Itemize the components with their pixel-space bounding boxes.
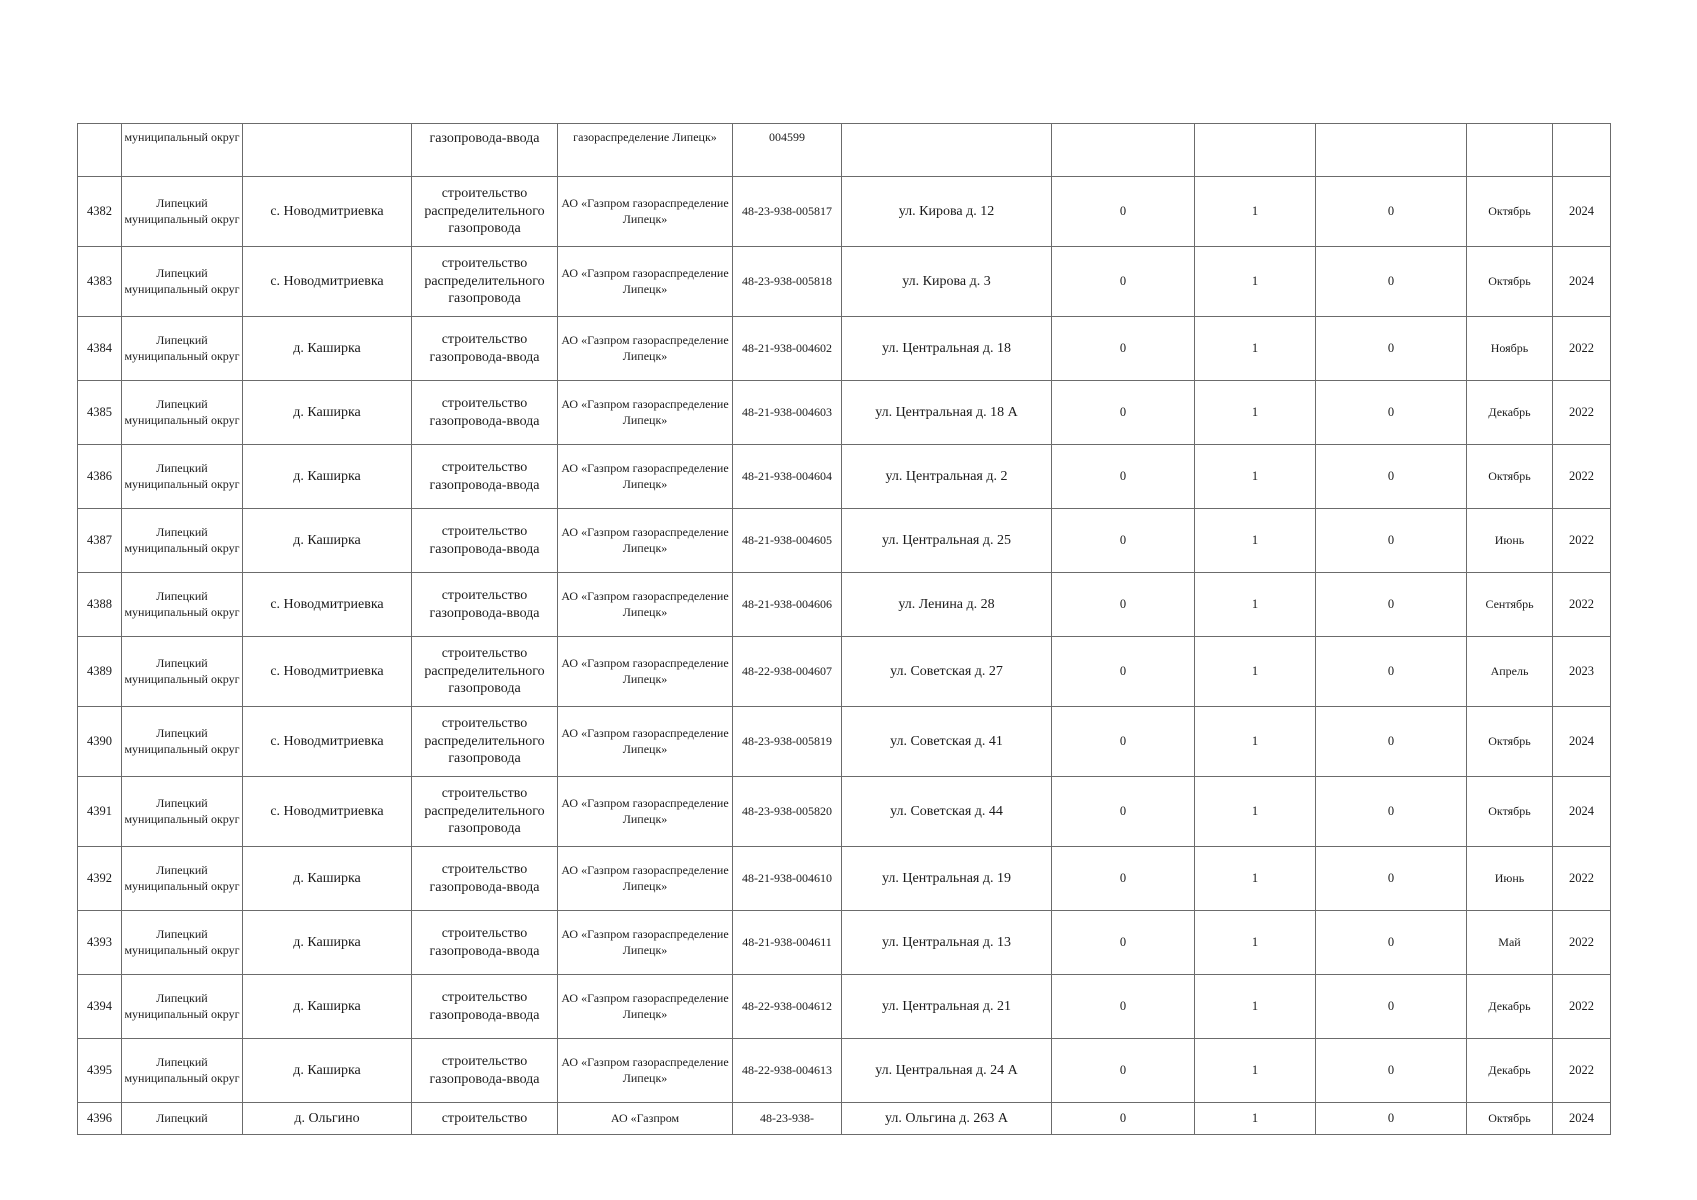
count-cell-2: 1 [1195,381,1316,445]
count-cell-2: 1 [1195,509,1316,573]
work-type-cell: строительство распределительного газопровода [412,177,558,247]
table-row [78,847,1611,911]
district-cell: Липецкий муниципальный округ [122,707,243,777]
count-cell-1: 0 [1052,177,1195,247]
district-cell: Липецкий муниципальный округ [122,509,243,573]
row-number-cell: 4385 [78,381,122,445]
district-cell: Липецкий муниципальный округ [122,445,243,509]
district-cell: Липецкий муниципальный округ [122,975,243,1039]
district-cell: Липецкий муниципальный округ [122,573,243,637]
organization-cell: АО «Газпром газораспределение Липецк» [558,509,733,573]
row-number-cell [78,124,122,177]
count-cell-3: 0 [1316,381,1467,445]
district-cell: Липецкий [122,1103,243,1135]
table-row [78,177,1611,247]
count-cell-3: 0 [1316,911,1467,975]
organization-cell: АО «Газпром газораспределение Липецк» [558,317,733,381]
settlement-cell: с. Новодмитриевка [243,573,412,637]
settlement-cell: д. Каширка [243,509,412,573]
count-cell-2: 1 [1195,177,1316,247]
address-cell: ул. Центральная д. 21 [842,975,1052,1039]
organization-cell: АО «Газпром газораспределение Липецк» [558,445,733,509]
count-cell-2: 1 [1195,247,1316,317]
year-cell: 2022 [1553,317,1611,381]
settlement-cell: д. Каширка [243,1039,412,1103]
year-cell: 2022 [1553,1039,1611,1103]
count-cell-1 [1052,124,1195,177]
address-cell: ул. Кирова д. 3 [842,247,1052,317]
year-cell: 2023 [1553,637,1611,707]
count-cell-1: 0 [1052,1103,1195,1135]
work-type-cell: газопровода-ввода [412,124,558,177]
count-cell-3: 0 [1316,1103,1467,1135]
address-cell: ул. Ольгина д. 263 А [842,1103,1052,1135]
code-cell: 48-21-938-004611 [733,911,842,975]
settlement-cell: д. Каширка [243,911,412,975]
address-cell: ул. Центральная д. 25 [842,509,1052,573]
row-number-cell: 4390 [78,707,122,777]
settlement-cell: с. Новодмитриевка [243,637,412,707]
address-cell: ул. Центральная д. 19 [842,847,1052,911]
row-number-cell: 4392 [78,847,122,911]
table-row [78,911,1611,975]
address-cell: ул. Советская д. 44 [842,777,1052,847]
district-cell: Липецкий муниципальный округ [122,911,243,975]
code-cell: 48-23-938-005819 [733,707,842,777]
row-number-cell: 4391 [78,777,122,847]
count-cell-2: 1 [1195,707,1316,777]
code-cell: 48-21-938-004603 [733,381,842,445]
count-cell-2: 1 [1195,1039,1316,1103]
settlement-cell [243,124,412,177]
organization-cell: газораспределение Липецк» [558,124,733,177]
code-cell: 48-21-938-004602 [733,317,842,381]
address-cell: ул. Центральная д. 18 А [842,381,1052,445]
address-cell: ул. Ленина д. 28 [842,573,1052,637]
row-number-cell: 4396 [78,1103,122,1135]
table-row [78,1039,1611,1103]
count-cell-3: 0 [1316,637,1467,707]
code-cell: 004599 [733,124,842,177]
month-cell: Ноябрь [1467,317,1553,381]
code-cell: 48-22-938-004613 [733,1039,842,1103]
work-type-cell: строительство газопровода-ввода [412,445,558,509]
count-cell-3: 0 [1316,975,1467,1039]
count-cell-1: 0 [1052,777,1195,847]
table-row [78,707,1611,777]
table-row [78,509,1611,573]
month-cell: Июнь [1467,509,1553,573]
year-cell: 2022 [1553,445,1611,509]
work-type-cell: строительство газопровода-ввода [412,847,558,911]
count-cell-1: 0 [1052,317,1195,381]
count-cell-3: 0 [1316,445,1467,509]
year-cell: 2024 [1553,247,1611,317]
month-cell: Октябрь [1467,177,1553,247]
month-cell [1467,124,1553,177]
row-number-cell: 4389 [78,637,122,707]
count-cell-2: 1 [1195,317,1316,381]
settlement-cell: с. Новодмитриевка [243,247,412,317]
work-type-cell: строительство распределительного газопровода [412,707,558,777]
count-cell-3: 0 [1316,847,1467,911]
code-cell: 48-22-938-004612 [733,975,842,1039]
organization-cell: АО «Газпром газораспределение Липецк» [558,777,733,847]
count-cell-1: 0 [1052,445,1195,509]
table-row-4396 [78,1103,1611,1135]
count-cell-3: 0 [1316,317,1467,381]
settlement-cell: д. Каширка [243,317,412,381]
district-cell: Липецкий муниципальный округ [122,637,243,707]
table-row [78,637,1611,707]
address-cell: ул. Центральная д. 18 [842,317,1052,381]
month-cell: Июнь [1467,847,1553,911]
month-cell: Октябрь [1467,445,1553,509]
settlement-cell: с. Новодмитриевка [243,177,412,247]
count-cell-2 [1195,124,1316,177]
month-cell: Декабрь [1467,381,1553,445]
work-type-cell: строительство газопровода-ввода [412,975,558,1039]
year-cell: 2022 [1553,847,1611,911]
district-cell: Липецкий муниципальный округ [122,247,243,317]
count-cell-2: 1 [1195,1103,1316,1135]
count-cell-3: 0 [1316,177,1467,247]
row-number-cell: 4384 [78,317,122,381]
work-type-cell: строительство распределительного газопровода [412,777,558,847]
organization-cell: АО «Газпром газораспределение Липецк» [558,707,733,777]
work-type-cell: строительство газопровода-ввода [412,573,558,637]
address-cell: ул. Советская д. 27 [842,637,1052,707]
gasification-table [77,123,1611,1135]
month-cell: Апрель [1467,637,1553,707]
month-cell: Октябрь [1467,247,1553,317]
district-cell: Липецкий муниципальный округ [122,177,243,247]
month-cell: Май [1467,911,1553,975]
count-cell-1: 0 [1052,911,1195,975]
settlement-cell: д. Каширка [243,381,412,445]
count-cell-1: 0 [1052,509,1195,573]
year-cell: 2024 [1553,707,1611,777]
code-cell: 48-23-938-005817 [733,177,842,247]
work-type-cell: строительство распределительного газопровода [412,247,558,317]
code-cell: 48-23-938-005820 [733,777,842,847]
organization-cell: АО «Газпром газораспределение Липецк» [558,911,733,975]
settlement-cell: д. Каширка [243,847,412,911]
organization-cell: АО «Газпром газораспределение Липецк» [558,381,733,445]
month-cell: Октябрь [1467,1103,1553,1135]
code-cell: 48-23-938-005818 [733,247,842,317]
count-cell-1: 0 [1052,573,1195,637]
row-number-cell: 4394 [78,975,122,1039]
address-cell: ул. Советская д. 41 [842,707,1052,777]
table-row-continued [78,124,1611,177]
table-row [78,445,1611,509]
count-cell-3: 0 [1316,247,1467,317]
organization-cell: АО «Газпром газораспределение Липецк» [558,1039,733,1103]
year-cell: 2024 [1553,1103,1611,1135]
address-cell [842,124,1052,177]
count-cell-1: 0 [1052,1039,1195,1103]
work-type-cell: строительство газопровода-ввода [412,509,558,573]
year-cell: 2022 [1553,911,1611,975]
count-cell-2: 1 [1195,975,1316,1039]
organization-cell: АО «Газпром газораспределение Липецк» [558,247,733,317]
table-row [78,247,1611,317]
table-row [78,317,1611,381]
work-type-cell: строительство распределительного газопровода [412,637,558,707]
count-cell-2: 1 [1195,573,1316,637]
work-type-cell: строительство газопровода-ввода [412,317,558,381]
row-number-cell: 4395 [78,1039,122,1103]
row-number-cell: 4382 [78,177,122,247]
row-number-cell: 4388 [78,573,122,637]
count-cell-2: 1 [1195,911,1316,975]
code-cell: 48-21-938-004610 [733,847,842,911]
month-cell: Октябрь [1467,777,1553,847]
settlement-cell: с. Новодмитриевка [243,777,412,847]
organization-cell: АО «Газпром газораспределение Липецк» [558,637,733,707]
count-cell-3: 0 [1316,1039,1467,1103]
year-cell: 2024 [1553,777,1611,847]
work-type-cell: строительство [412,1103,558,1135]
count-cell-1: 0 [1052,707,1195,777]
district-cell: Липецкий муниципальный округ [122,381,243,445]
year-cell: 2022 [1553,509,1611,573]
count-cell-3: 0 [1316,509,1467,573]
month-cell: Декабрь [1467,975,1553,1039]
count-cell-3: 0 [1316,707,1467,777]
organization-cell: АО «Газпром газораспределение Липецк» [558,177,733,247]
organization-cell: АО «Газпром [558,1103,733,1135]
code-cell: 48-21-938-004604 [733,445,842,509]
table-row [78,573,1611,637]
row-number-cell: 4393 [78,911,122,975]
organization-cell: АО «Газпром газораспределение Липецк» [558,975,733,1039]
code-cell: 48-21-938-004605 [733,509,842,573]
month-cell: Октябрь [1467,707,1553,777]
district-cell: Липецкий муниципальный округ [122,1039,243,1103]
table-row [78,381,1611,445]
count-cell-3: 0 [1316,573,1467,637]
address-cell: ул. Центральная д. 13 [842,911,1052,975]
year-cell: 2022 [1553,381,1611,445]
address-cell: ул. Кирова д. 12 [842,177,1052,247]
work-type-cell: строительство газопровода-ввода [412,911,558,975]
month-cell: Сентябрь [1467,573,1553,637]
month-cell: Декабрь [1467,1039,1553,1103]
district-cell: Липецкий муниципальный округ [122,847,243,911]
row-number-cell: 4387 [78,509,122,573]
code-cell: 48-23-938- [733,1103,842,1135]
settlement-cell: с. Новодмитриевка [243,707,412,777]
work-type-cell: строительство газопровода-ввода [412,381,558,445]
settlement-cell: д. Ольгино [243,1103,412,1135]
count-cell-1: 0 [1052,847,1195,911]
count-cell-3 [1316,124,1467,177]
table-row [78,777,1611,847]
count-cell-1: 0 [1052,975,1195,1039]
table-row [78,975,1611,1039]
organization-cell: АО «Газпром газораспределение Липецк» [558,573,733,637]
year-cell: 2022 [1553,975,1611,1039]
settlement-cell: д. Каширка [243,975,412,1039]
count-cell-3: 0 [1316,777,1467,847]
count-cell-1: 0 [1052,637,1195,707]
count-cell-2: 1 [1195,637,1316,707]
work-type-cell: строительство газопровода-ввода [412,1039,558,1103]
row-number-cell: 4386 [78,445,122,509]
count-cell-2: 1 [1195,777,1316,847]
year-cell [1553,124,1611,177]
count-cell-2: 1 [1195,445,1316,509]
code-cell: 48-21-938-004606 [733,573,842,637]
year-cell: 2024 [1553,177,1611,247]
address-cell: ул. Центральная д. 2 [842,445,1052,509]
year-cell: 2022 [1553,573,1611,637]
address-cell: ул. Центральная д. 24 А [842,1039,1052,1103]
count-cell-1: 0 [1052,247,1195,317]
district-cell: Липецкий муниципальный округ [122,317,243,381]
organization-cell: АО «Газпром газораспределение Липецк» [558,847,733,911]
count-cell-1: 0 [1052,381,1195,445]
district-cell: Липецкий муниципальный округ [122,777,243,847]
row-number-cell: 4383 [78,247,122,317]
code-cell: 48-22-938-004607 [733,637,842,707]
settlement-cell: д. Каширка [243,445,412,509]
district-cell: муниципальный округ [122,124,243,177]
count-cell-2: 1 [1195,847,1316,911]
